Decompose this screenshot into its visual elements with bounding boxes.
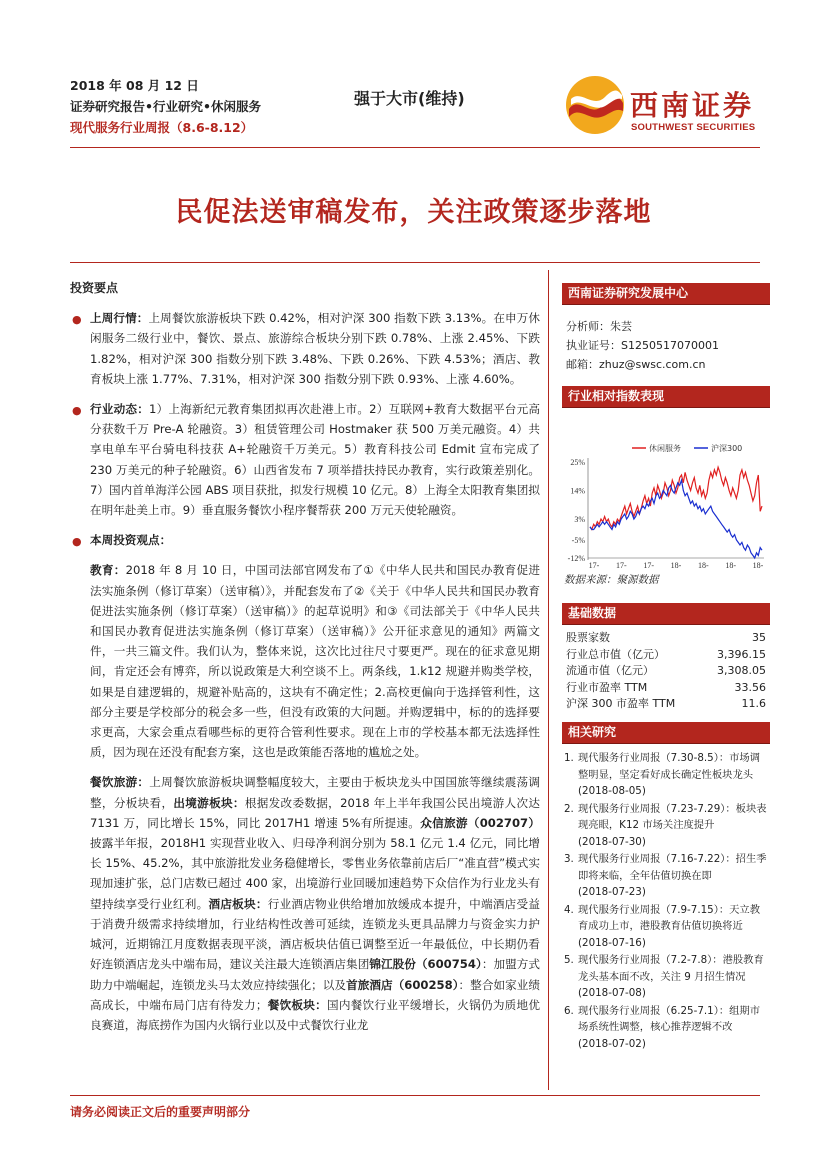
related-title: 现代服务行业周报（7.9-7.15）：天立教育成功上市，港股教育估值切换将近 <box>578 903 761 932</box>
title-divider <box>70 262 760 263</box>
related-num: 1. <box>564 752 574 764</box>
tour-stock: 首旅酒店（600258） <box>346 977 459 992</box>
research-center-heading: 西南证券研究发展中心 <box>562 283 770 305</box>
related-num: 3. <box>564 853 574 865</box>
related-item[interactable] <box>564 801 768 851</box>
point-market <box>70 308 540 389</box>
view-tourism <box>70 772 540 1035</box>
related-research-panel <box>562 722 770 1053</box>
report-series: 现代服务行业周报（8.6-8.12） <box>70 120 254 135</box>
point-text: 1）上海新纪元教育集团拟再次赴港上市。2）互联网+教育大数据平台元高分获数千万 Pre-A 轮融资。3）租赁管理公司 Hostmaker 获 500 万美元融资。4）共享电单车平台骑电科技获 A+轮融资千万美元。5）教育科技公司 Edmit 宣布完成了 230 万美元的种子轮融资。6）山西省发布 7 项举措扶持民办教育，实行政策差别化。7）国内首单海洋公园 ABS 项目获批，拟发行规模 10 亿元。8）上海全太阳教育集团拟在明年赴美上市。9）垂直服务餐饮小程序餐帮获 200 万元天使轮融资。 <box>90 402 540 518</box>
tour-text: ：加盟方式助力中端崛起，连锁龙头马太效应持续强化；以及 <box>90 957 540 992</box>
analyst-name: 分析师：朱芸 <box>566 320 632 333</box>
y-tick-label: 14% <box>570 486 585 496</box>
y-tick-label: -5% <box>571 535 585 545</box>
related-title: 现代服务行业周报（7.23-7.29）：板块表现亮眼，K12 市场关注度提升 <box>578 802 767 831</box>
related-num: 2. <box>564 802 574 815</box>
stat-row <box>566 696 766 713</box>
tour-text: 披露半年报，2018H1 实现营业收入、归母净利润分别为 58.1 亿元 1.4 亿元，同比增长 15%、45.2%，其中旅游批发业务稳健增长，零售业务依靠前店后厂“准直营”模式实现加速扩张，总门店数已超过 400 家，出境游行业回暖加速趋势下众信作为行业龙头有望持续享受行业红利。 <box>90 836 540 911</box>
main-content <box>70 278 540 1035</box>
stat-value: 35 <box>752 631 766 644</box>
x-tick-label: 17- <box>643 561 655 570</box>
related-item[interactable] <box>564 851 768 901</box>
point-text: 上周餐饮旅游板块下跌 0.42%，相对沪深 300 指数下跌 3.13%。在申万休闲服务二级行业中，餐饮、景点、旅游综合板块分别下跌 0.78%、上涨 2.45%、下跌 1.82%，相对沪深 300 指数分别下跌 3.48%、下跌 0.26%、下跌 4.53%；酒店、教育板块上涨 1.77%、7.31%，相对沪深 300 指数分别下跌 0.93%、上涨 4.60%。 <box>90 311 540 386</box>
related-item[interactable] <box>564 750 768 800</box>
company-logo-icon <box>565 75 625 135</box>
chart-source: 数据来源：聚源数据 <box>564 574 659 586</box>
tour-text: ：整合如家业绩高成长，中端布局门店有待发力； <box>90 977 540 1012</box>
stat-value: 3,396.15 <box>717 647 766 661</box>
related-date: (2018-07-30) <box>578 835 646 848</box>
views-heading-row <box>70 530 540 550</box>
basic-data-panel <box>562 603 770 713</box>
related-date: (2018-07-08) <box>578 987 646 999</box>
stat-label: 行业总市值（亿元） <box>566 647 665 661</box>
company-logo-english: SOUTHWEST SECURITIES <box>631 122 756 133</box>
x-tick-label: 18- <box>752 561 764 570</box>
tour-stock: 锦江股份（600754） <box>369 957 482 972</box>
stat-label: 股票家数 <box>566 631 610 644</box>
stat-value: 3,308.05 <box>717 664 766 677</box>
tour-text: 行业酒店物业供给增加放缓成本提升，中端酒店受益于消费升级需求持续增加，行业结构性改善可延续，连锁龙头更具品牌力与资金实力护城河，近期锦江月度数据表现平淡，酒店板块估值已调整至近一年最低位，中长期仍看好连锁酒店龙头中端布局，建议关注最大连锁酒店集团 <box>90 896 540 972</box>
column-divider <box>548 270 549 1090</box>
y-tick-label: 25% <box>570 458 585 467</box>
rating: 强于大市(维持) <box>354 89 465 108</box>
header-divider <box>70 147 760 148</box>
stat-value: 33.56 <box>734 680 766 694</box>
x-tick-label: 17- <box>588 561 600 570</box>
tour-stock: 众信旅游（002707） <box>420 815 540 830</box>
x-tick-label: 18- <box>725 561 737 570</box>
related-date: (2018-07-16) <box>578 936 646 949</box>
stat-row <box>566 663 766 680</box>
related-title: 现代服务行业周报（7.16-7.22）：招生季即将来临，全年估值切换在即 <box>578 853 767 882</box>
tour-text: 上周餐饮旅游板块调整幅度较大，主要由于板块龙头中国国旅等继续震荡调整，分板块看， <box>90 775 540 810</box>
bullet-icon: ● <box>72 313 82 327</box>
stat-value: 11.6 <box>741 697 766 710</box>
related-title: 现代服务行业周报（7.30-8.5）：市场调整明显，坚定看好成长确定性板块龙头 <box>578 752 761 781</box>
related-num: 4. <box>564 903 574 916</box>
view-education <box>70 560 540 762</box>
tour-text: 根据发改委数据，2018 年上半年我国公民出境游人次达 7131 万，同比增长 15%，同比 2017H1 增速 5%有所提速。 <box>90 795 540 830</box>
y-tick-label: 3% <box>574 515 585 525</box>
chart-heading: 行业相对指数表现 <box>562 386 770 408</box>
stat-row <box>566 630 766 647</box>
disclaimer-note: 请务必阅读正文后的重要声明部分 <box>70 1105 251 1119</box>
tour-subhead: 餐饮板块： <box>267 997 327 1012</box>
report-title: 民促法送审稿发布，关注政策逐步落地 <box>175 197 652 228</box>
x-tick-label: 18- <box>670 561 682 570</box>
stat-label: 沪深 300 市盈率 TTM <box>566 697 676 710</box>
y-tick-label: -12% <box>567 554 585 563</box>
views-heading: 本周投资观点： <box>90 533 172 548</box>
related-item[interactable] <box>564 1003 768 1053</box>
related-heading: 相关研究 <box>562 722 770 744</box>
tour-lead: 餐饮旅游： <box>90 775 150 790</box>
relative-index-chart <box>562 410 770 570</box>
footer-divider <box>70 1095 760 1096</box>
related-date: (2018-08-05) <box>578 785 646 797</box>
edu-lead: 教育： <box>90 563 126 578</box>
related-num: 5. <box>564 954 574 966</box>
company-logo-text: 西南证券 <box>630 89 755 122</box>
stat-label: 行业市盈率 TTM <box>566 680 648 694</box>
related-item[interactable] <box>564 902 768 952</box>
related-num: 6. <box>564 1004 574 1017</box>
analyst-license: 执业证号：S1250517070001 <box>566 339 719 352</box>
basics-heading: 基础数据 <box>562 603 770 625</box>
related-title: 现代服务行业周报（7.2-7.8）：港股教育龙头基本面不改，关注 9 月招生情况 <box>578 954 764 983</box>
x-tick-label: 18- <box>697 561 709 570</box>
analyst-email: 邮箱：zhuz@swsc.com.cn <box>566 358 706 371</box>
report-date: 2018 年 08 月 12 日 <box>70 78 199 93</box>
related-item[interactable] <box>564 952 768 1002</box>
bullet-icon: ● <box>72 535 82 549</box>
points-heading: 投资要点 <box>70 281 119 295</box>
x-tick-label: 17- <box>615 561 627 570</box>
stat-label: 流通市值（亿元） <box>566 664 654 677</box>
index-chart-panel <box>562 386 770 587</box>
series-line <box>590 467 762 529</box>
related-title: 现代服务行业周报（6.25-7.1）：组期市场系统性调整，核心推荐逻辑不改 <box>578 1004 761 1033</box>
legend-label: 休闲服务 <box>649 444 681 453</box>
related-date: (2018-07-02) <box>578 1037 646 1050</box>
edu-text: 2018 年 8 月 10 日，中国司法部官网发布了①《中华人民共和国民办教育促进法实施条例（修订草案）（送审稿）》，并配套发布了②《关于《中华人民共和国民办教育促进法实施条例（修订草案）（送审稿）》的起草说明》和③《司法部关于《中华人民共和国民办教育促进法实施条例（修订草案）（送审稿）》公开征求意见的通知》两篇文件，一共三篇文件。我们认为，整体来说，这次比过往尺寸要更严。现在的征求意见期间，肯定还会有博弈，所以说政策是大利空谈不上。两条线，1.k12 规避并购类学校，如果是自建逻辑的，规避补贴高的，这块有不确定性；2.高校更偏向于选择管利性，这部分主要是学校部分的税会多一些，但没有政策的大问题。并购逻辑中，标的的选择要求更高，大家会重点看哪些标的更符合管利性要求。现在上市的学校基本都无法选择性质，因为现在还没有配套方案，这也是政策能否落地的尴尬之处。 <box>90 563 540 760</box>
related-date: (2018-07-23) <box>578 886 646 898</box>
tour-text: 国内餐饮行业平缓增长，火锅仍为质地优良赛道，海底捞作为国内火锅行业以及中式餐饮行业龙 <box>90 997 540 1032</box>
stat-row <box>566 680 766 697</box>
legend-label: 沪深300 <box>711 444 743 453</box>
point-lead: 上周行情： <box>90 311 149 326</box>
bullet-icon: ● <box>72 404 82 418</box>
point-lead: 行业动态： <box>90 402 150 417</box>
point-news <box>70 399 540 520</box>
analyst-panel <box>562 283 770 374</box>
tour-subhead: 酒店板块： <box>208 896 268 911</box>
report-category: 证券研究报告•行业研究•休闲服务 <box>70 99 261 114</box>
tour-subhead: 出境游板块： <box>173 795 245 810</box>
stat-row <box>566 647 766 664</box>
